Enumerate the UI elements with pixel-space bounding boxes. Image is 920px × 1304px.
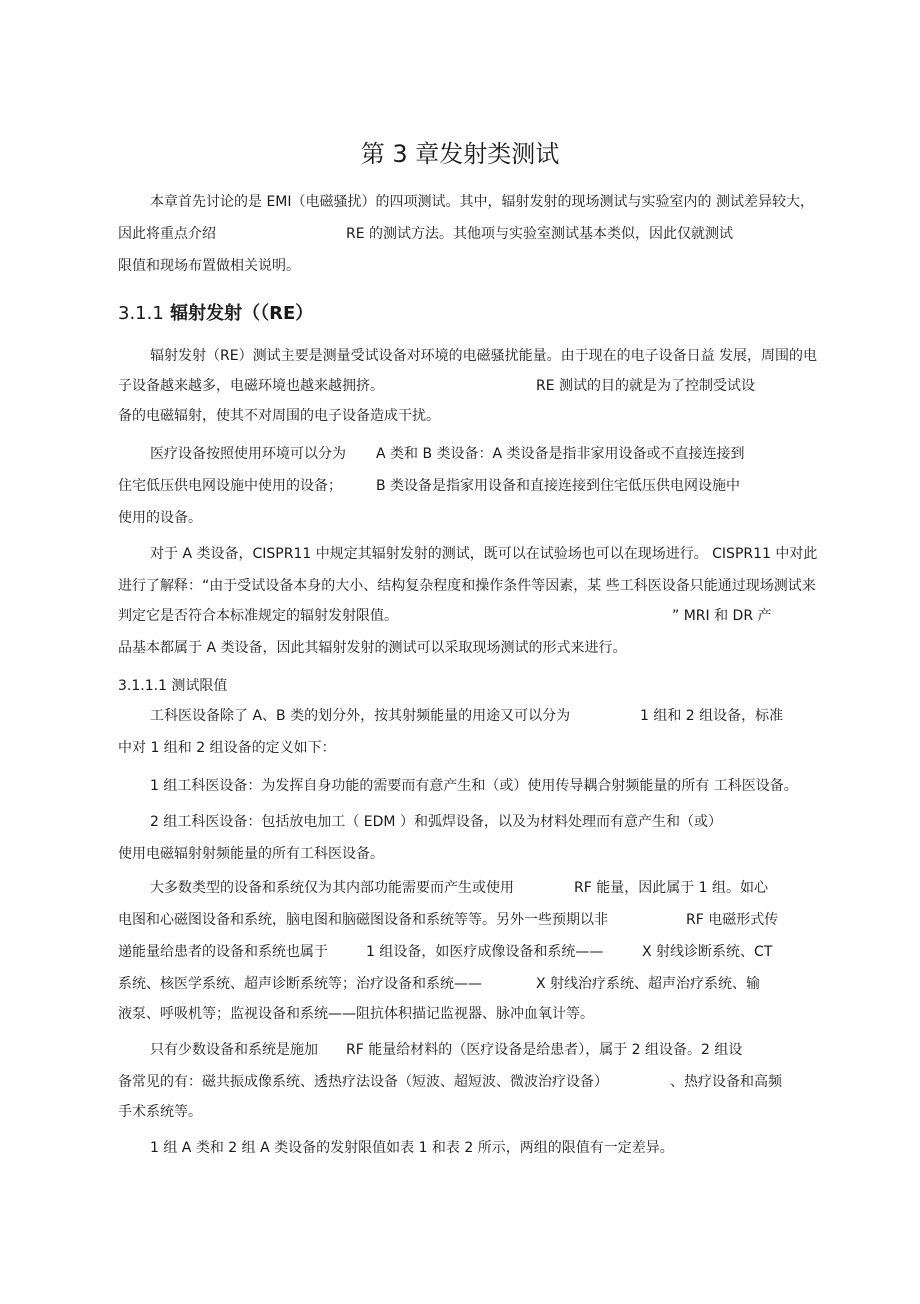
- p2-line-2: [118, 476, 741, 496]
- p1-line-2-part-2: RE 测试的目的就是为了控制受试设: [536, 378, 756, 394]
- p3-line-1: 对于 A 类设备，CISPR11 中规定其辐射发射的测试，既可以在试验场也可以在现场进行。 CISPR11 中对此: [150, 546, 818, 562]
- p7-line-2-part-2: RF 电磁形式传: [686, 912, 779, 928]
- p7-line-1-part-1: 大多数类型的设备和系统仅为其内部功能需要而产生或使用: [150, 880, 514, 896]
- p3-line-3-part-2: ” MRI 和 DR 产: [672, 608, 772, 624]
- p2-line-2-part-1: 住宅低压供电网设施中使用的设备；: [118, 478, 342, 494]
- p5-line-1: 1 组工科医设备：为发挥自身功能的需要而有意产生和（或）使用传导耦合射频能量的所有 工科医设备。: [150, 778, 798, 794]
- p7-line-2-part-1: 电图和心磁图设备和系统，脑电图和脑磁图设备和系统等等。另外一些预期以非: [118, 912, 608, 928]
- p6-line-1: 2 组工科医设备：包括放电加工（ EDM ）和弧焊设备，以及为材料处理而有意产生和（或）: [150, 814, 722, 830]
- p7-line-4-part-2: X 射线治疗系统、超声治疗系统、输: [536, 976, 761, 992]
- p1-line-2-part-1: 子设备越来越多，电磁环境也越来越拥挤。: [118, 378, 384, 394]
- p1-line-2: [118, 376, 756, 396]
- p3-line-3-part-1: 判定它是否符合本标准规定的辐射发射限值。: [118, 608, 398, 624]
- p7-line-1-part-2: RF 能量，因此属于 1 组。如心: [574, 880, 769, 896]
- chapter-title: 第 3 章发射类测试: [360, 140, 560, 168]
- p3-line-2: 进行了解释：“由于受试设备本身的大小、结构复杂程度和操作条件等因素，某 些工科医设备只能通过现场测试来: [118, 578, 816, 594]
- p2-line-1: [150, 444, 745, 464]
- intro-line-2: [118, 224, 734, 244]
- p8-line-2: [118, 1072, 782, 1092]
- intro-line-1: 本章首先讨论的是 EMI（电磁骚扰）的四项测试。其中，辐射发射的现场测试与实验室内的 测试差异较大，: [150, 194, 814, 210]
- section-number: 3.1.1: [118, 303, 164, 324]
- p4-line-1: [150, 706, 784, 726]
- p6-line-2: 使用电磁辐射射频能量的所有工科医设备。: [118, 846, 384, 862]
- p7-line-3-part-2: 1 组设备，如医疗成像设备和系统——: [366, 944, 604, 960]
- p2-line-1-part-2: A 类和 B 类设备：A 类设备是指非家用设备或不直接连接到: [376, 446, 745, 462]
- p7-line-3: [118, 942, 773, 962]
- intro-line-2-part-1: 因此将重点介绍: [118, 226, 216, 242]
- p7-line-3-part-3: X 射线诊断系统、CT: [642, 944, 773, 960]
- p8-line-3: 手术系统等。: [118, 1104, 202, 1120]
- p4-line-1-part-2: 1 组和 2 组设备，标准: [640, 708, 784, 724]
- p7-line-2: [118, 910, 779, 930]
- p8-line-1: [150, 1040, 743, 1060]
- p1-line-3: 备的电磁辐射，使其不对周围的电子设备造成干扰。: [118, 408, 440, 424]
- subsection-heading: 3.1.1.1 测试限值: [118, 678, 228, 694]
- p7-line-4: [118, 974, 761, 994]
- p2-line-3: 使用的设备。: [118, 510, 202, 526]
- p9-line-1: 1 组 A 类和 2 组 A 类设备的发射限值如表 1 和表 2 所示，两组的限值有一定差异。: [150, 1140, 674, 1156]
- p8-line-1-part-2: RF 能量给材料的（医疗设备是给患者），属于 2 组设备。2 组设: [346, 1042, 743, 1058]
- p1-line-1: 辐射发射（RE）测试主要是测量受试设备对环境的电磁骚扰能量。由于现在的电子设备日益 发展，周围的电: [150, 348, 818, 364]
- p4-line-2: 中对 1 组和 2 组设备的定义如下：: [118, 740, 336, 756]
- p8-line-2-part-1: 备常见的有：磁共振成像系统、透热疗法设备（短波、超短波、微波治疗设备）: [118, 1074, 608, 1090]
- p4-line-1-part-1: 工科医设备除了 A、B 类的划分外，按其射频能量的用途又可以分为: [150, 708, 571, 724]
- p2-line-1-part-1: 医疗设备按照使用环境可以分为: [150, 446, 346, 462]
- section-title: 辐射发射（（RE）: [170, 303, 314, 324]
- section-heading: [118, 302, 313, 326]
- p8-line-1-part-1: 只有少数设备和系统是施加: [150, 1042, 318, 1058]
- p7-line-1: [150, 878, 769, 898]
- p7-line-3-part-1: 递能量给患者的设备和系统也属于: [118, 944, 328, 960]
- p7-line-4-part-1: 系统、核医学系统、超声诊断系统等；治疗设备和系统——: [118, 976, 482, 992]
- intro-line-3: 限值和现场布置做相关说明。: [118, 258, 300, 274]
- p2-line-2-part-2: B 类设备是指家用设备和直接连接到住宅低压供电网设施中: [376, 478, 741, 494]
- p3-line-3: [118, 606, 772, 626]
- intro-line-2-part-2: RE 的测试方法。其他项与实验室测试基本类似，因此仅就测试: [346, 226, 734, 242]
- p3-line-4: 品基本都属于 A 类设备，因此其辐射发射的测试可以采取现场测试的形式来进行。: [118, 640, 627, 656]
- p7-line-5: 液泵、呼吸机等；监视设备和系统——阻抗体积描记监视器、脉冲血氧计等。: [118, 1006, 594, 1022]
- p8-line-2-part-2: 、热疗设备和高频: [670, 1074, 782, 1090]
